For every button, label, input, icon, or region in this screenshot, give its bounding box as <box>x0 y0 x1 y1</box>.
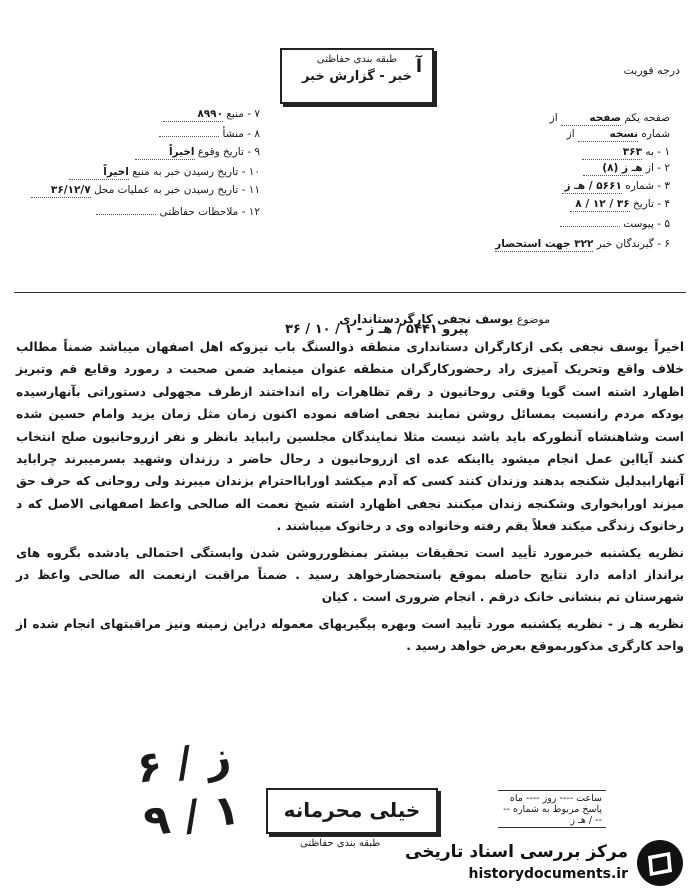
subject-label: موضوع <box>516 313 550 326</box>
left-field-row <box>10 166 260 180</box>
field-label: شماره <box>641 128 670 140</box>
left-field-row <box>10 128 260 141</box>
reply-reference-box <box>498 790 606 828</box>
stamp-bottom-caption: طبقه بندی حفاظتی <box>300 838 381 849</box>
field-label: ۶ - گیرندگان خبر <box>596 238 670 250</box>
field-label: ۱۱ - تاریخ رسیدن خبر به عملیات محل <box>93 184 260 196</box>
archive-logo-url: historydocuments.ir <box>468 866 628 882</box>
field-value: نسخه <box>578 128 638 142</box>
body-paragraph-opinion-2: نظریه هـ ز - نظریه یکشنبه مورد تأیید است وبهره پیگیریهای معموله دراین زمینه ونیز مراقبتهای انجام شده از واحد کارگری مذکوربموقع بعرض خواهد رسید . <box>16 616 684 654</box>
handwritten-notes <box>133 729 243 849</box>
field-label: ۱ - به <box>645 146 670 158</box>
subject-value: یوسف نجفی کارگردستانداری <box>339 312 514 326</box>
field-value <box>159 136 219 137</box>
field-value <box>560 226 620 227</box>
field-extra: از <box>549 112 558 124</box>
field-label: ۲ - از <box>645 162 670 174</box>
left-field-row <box>10 108 260 122</box>
field-value: ۳۶۳ <box>582 146 642 160</box>
field-value: ۳۶/۱۲/۷ <box>31 184 91 198</box>
right-field-row <box>400 146 670 160</box>
field-value <box>96 214 156 215</box>
urgency-label: درجه فوریت <box>623 64 680 77</box>
right-field-row <box>400 128 670 142</box>
right-field-row <box>400 112 670 126</box>
field-value: ۵۶۶۱ / هـ ز <box>562 180 622 194</box>
field-label: ۴ - تاریخ <box>633 198 670 210</box>
field-label: ۵ - پیوست <box>623 218 670 230</box>
field-value: ۸۹۹۰ <box>163 108 223 122</box>
archive-logo-icon <box>634 838 686 888</box>
left-field-row <box>10 146 260 160</box>
body-paragraph-report: اخیراً یوسف نجفی یکی ازکارگران دستانداری منطقه ذوالسنگ باب نیزوکه اهل اصفهان میباشد ضمناً مطالب خلاف واقع وتحریک آمیزی راد رحضورکارگران منطقه عنوان مینماید ضمن صحبت د رمورد وقایع قم وتبریز اظهارد اشته است گویا وقتی روحانیون د رقم تظاهرات راه انداختند ازطرف مجهولی دستوراتی بآنهارسیده بودکه مردم رانسبت بمسائل روشن نمایند نجفی اضافه نموده اکنون زمان مثل زمان یزید وامام حسین شده است وشاهنشاه آنطورکه باید باشد نیست مثلا نمایندگان مجلسین رابباید بانظر و نفر ازروحانیون صلح انتخاب کنند آیااین عمل انجام میشود یااینکه عده ای ازروحانیون د رحال حاضر د رزندان وشهید بسرمیبرند چراباید آنهارابیدلیل شکنجه بدهند وزندان کنند کسی که آدم میکشد اورابااحترام بزندان میبرند ولی روحانی که حرف حق میزند اورابخواری وشکنجه زندان میکنند نجفی اظهارد اشته شیخ نعمت اله صالحی واعظ اصفهانی الاصل که د رخانوک زندگی میکند فعلاً بقم رفته وخانواده وی د رخانوک میباشند . <box>16 340 684 534</box>
reference-line: پیرو ۵۴۴۱ / هـ ز - ۱ / ۱۰ / ۳۶ <box>285 322 469 337</box>
field-value: صفحه <box>561 112 621 126</box>
field-label: ۱۰ - تاریخ رسیدن خبر به منبع <box>132 166 260 178</box>
field-label: ۳ - شماره <box>625 180 670 192</box>
left-field-row <box>10 206 260 219</box>
stamp-caption: طبقه بندی حفاظتی <box>316 54 398 65</box>
field-label: ۸ - منشأ <box>222 128 260 140</box>
field-value: اخیراً <box>135 146 195 160</box>
right-field-row <box>400 198 670 212</box>
archive-logo-name: مرکز بررسی اسناد تاریخی <box>405 842 628 862</box>
header-divider <box>14 292 686 293</box>
body-paragraph-opinion-1: نظریه یکشنبه خبرمورد تأیید است تحقیقات بیشتر بمنظورروشن شدن وابستگی احتمالی یادشده بگروه های برانداز ادامه دارد نتایج حاصله بموقع باستحضارخواهد رسید . ضمناً مراقبت ازنعمت اله صالحی واعظ در شهرستان تم بنشانی خانک درقم . انجام ضروری است . کیان <box>16 545 684 605</box>
field-label: ۹ - تاریخ وقوع <box>197 146 260 158</box>
stamp-hand-mark: آ <box>415 56 422 77</box>
right-field-row <box>400 180 670 194</box>
field-value: ۳۲۲ جهت استحضار <box>495 238 594 250</box>
field-value: ۳۶ / ۱۲ / ۸ <box>570 198 630 212</box>
classification-stamp-top <box>280 48 434 104</box>
report-body <box>16 336 684 658</box>
handwritten-line-1: ۶ / ز <box>133 731 234 793</box>
handwritten-line-2: ۹ / ۱ <box>140 784 243 847</box>
field-extra: از <box>566 128 575 140</box>
field-label: ۱۲ - ملاحظات حفاظتی <box>159 206 260 218</box>
reply-box-line-1: ساعت ---- روز ---- ماه <box>509 793 602 804</box>
stamp-title: خبر - گزارش خبر <box>301 69 413 84</box>
field-label: ۷ - منبع <box>226 108 260 120</box>
right-field-row <box>400 162 670 176</box>
right-field-row <box>400 218 670 231</box>
classification-stamp-bottom: خیلی محرمانه <box>266 788 438 834</box>
field-label: صفحه یکم <box>624 112 670 124</box>
right-field-row <box>400 238 670 252</box>
field-value: اخیراً <box>69 166 129 180</box>
field-value: هـ ز (۸) <box>583 162 643 176</box>
left-field-row <box>10 184 260 198</box>
reply-box-line-2: پاسخ مربوط به شماره ---- / هـ ز <box>503 804 602 826</box>
